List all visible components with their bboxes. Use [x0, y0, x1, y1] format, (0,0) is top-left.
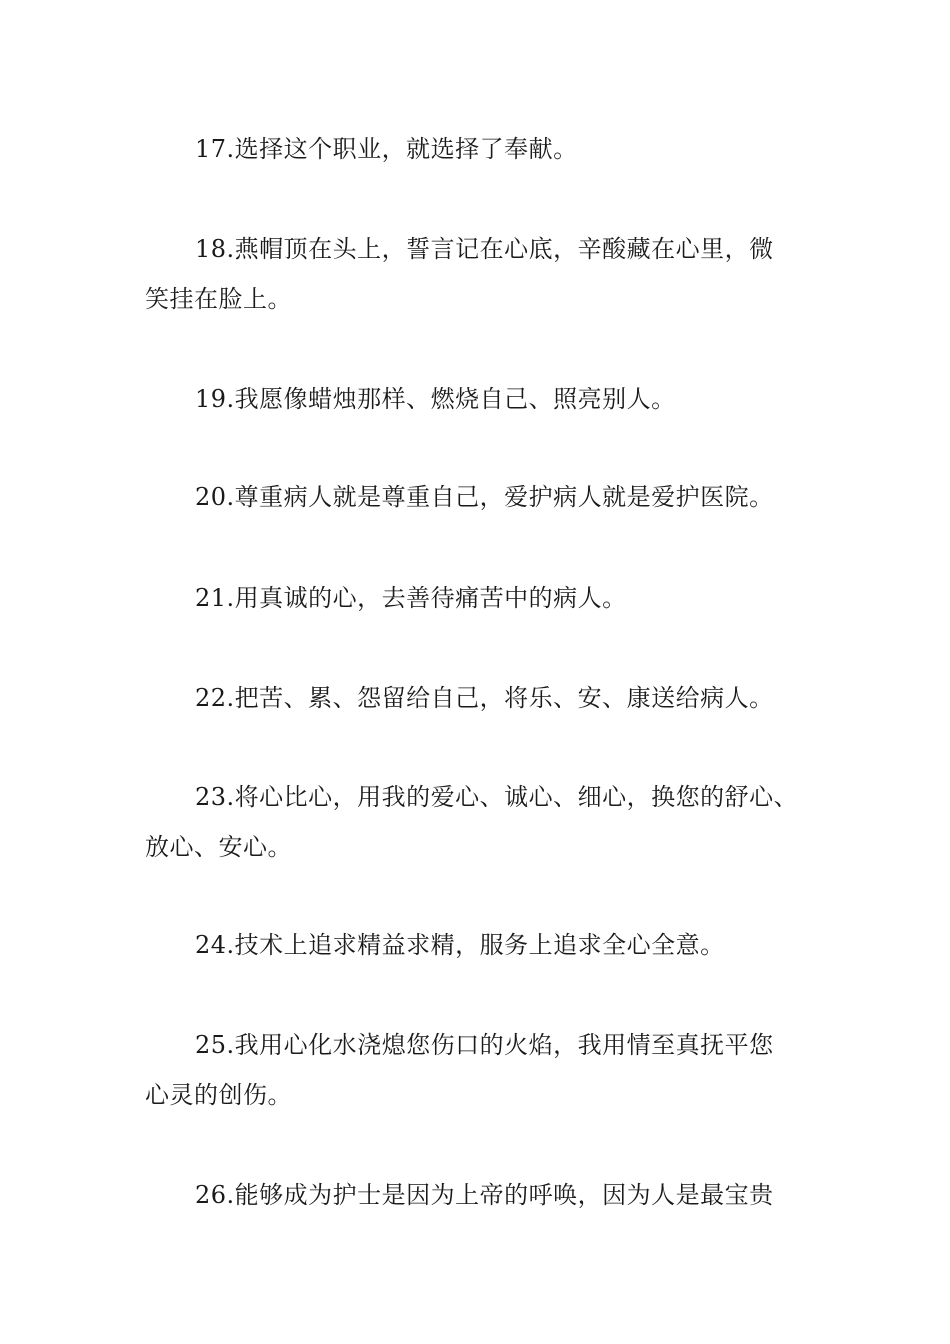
- paragraph-line: 26.能够成为护士是因为上帝的呼唤，因为人是最宝贵: [195, 1181, 774, 1209]
- paragraph-line: 心灵的创伤。: [145, 1081, 292, 1109]
- paragraph-line: 25.我用心化水浇熄您伤口的火焰，我用情至真抚平您: [195, 1031, 774, 1059]
- paragraph-24: [145, 920, 825, 970]
- paragraph-line: 23.将心比心，用我的爱心、诚心、细心，换您的舒心、: [195, 783, 799, 811]
- paragraph-line: 18.燕帽顶在头上，誓言记在心底，辛酸藏在心里，微: [195, 235, 774, 263]
- paragraph-line: 22.把苦、累、怨留给自己，将乐、安、康送给病人。: [195, 684, 774, 712]
- paragraph-25: [145, 1020, 825, 1120]
- paragraph-18: [145, 224, 825, 324]
- paragraph-line: 17.选择这个职业，就选择了奉献。: [195, 135, 578, 163]
- paragraph-17: [145, 124, 825, 174]
- paragraph-19: [145, 374, 825, 424]
- paragraph-26: [145, 1170, 825, 1220]
- paragraph-line: 笑挂在脸上。: [145, 285, 292, 313]
- paragraph-22: [145, 673, 825, 723]
- paragraph-20: [145, 472, 825, 522]
- paragraph-line: 20.尊重病人就是尊重自己，爱护病人就是爱护医院。: [195, 483, 774, 511]
- paragraph-line: 19.我愿像蜡烛那样、燃烧自己、照亮别人。: [195, 385, 676, 413]
- paragraph-21: [145, 573, 825, 623]
- paragraph-line: 24.技术上追求精益求精，服务上追求全心全意。: [195, 931, 725, 959]
- paragraph-line: 21.用真诚的心，去善待痛苦中的病人。: [195, 584, 627, 612]
- paragraph-23: [145, 772, 825, 872]
- paragraph-line: 放心、安心。: [145, 833, 292, 861]
